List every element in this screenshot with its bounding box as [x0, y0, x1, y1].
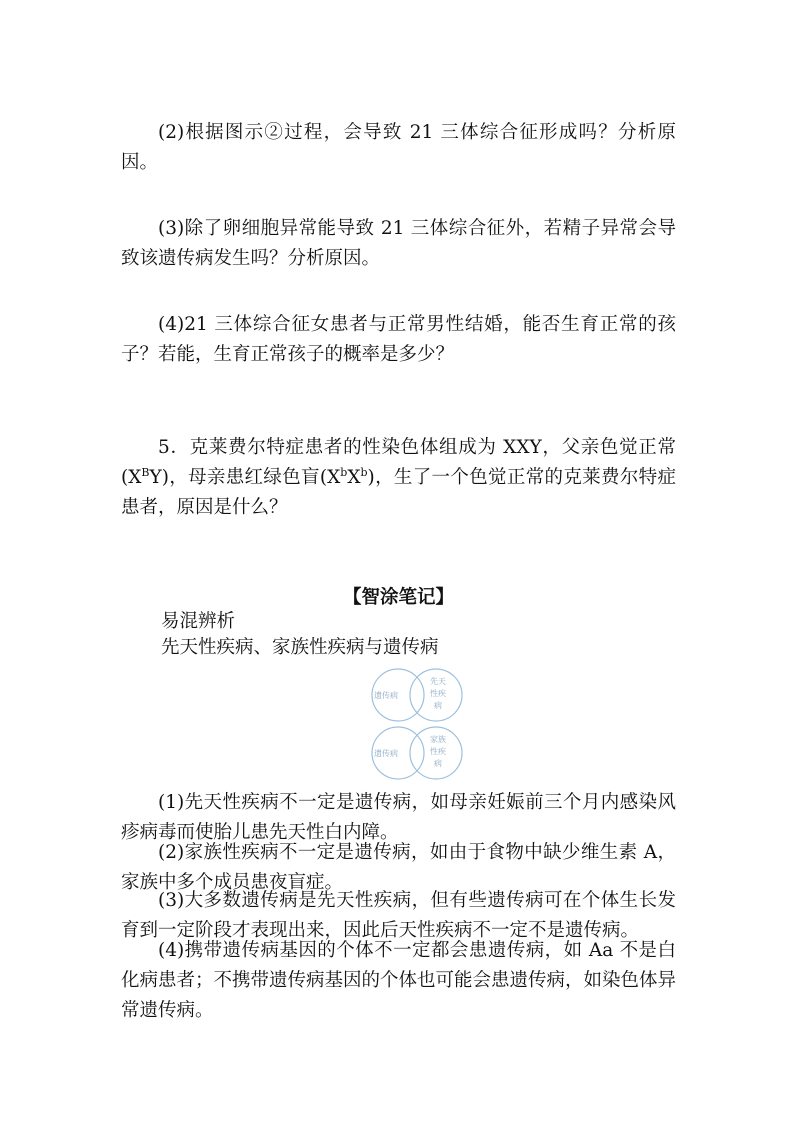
venn-label-congenital-3: 病 [434, 701, 442, 710]
question-5-sup-c: b [360, 465, 368, 479]
venn-diagram-congenital [368, 668, 468, 724]
note-paragraph-3: (3)大多数遗传病是先天性疾病，但有些遗传病可在个体生长发育到一定阶段才表现出来，因此后天性疾病不一定不是遗传病。 [121, 890, 676, 941]
note-paragraph-1: (1)先天性疾病不一定是遗传病，如母亲妊娠前三个月内感染风疹病毒而使胎儿患先天性白内障。 [121, 792, 676, 843]
venn-label-familial-1: 家族 [430, 735, 446, 744]
question-5-text-a: 5．克莱费尔特症患者的性染色体组成为 XXY，父亲色觉正常(X [121, 437, 676, 488]
note-paragraph-4: (4)携带遗传病基因的个体不一定都会患遗传病，如 Aa 不是白化病患者；不携带遗传病基因的个体也可能会患遗传病，如染色体异常遗传病。 [121, 940, 677, 1021]
venn-label-genetic: 遗传病 [374, 691, 398, 700]
notes-subheading-confusion: 易混辨析 [161, 611, 236, 632]
question-4: (4)21 三体综合征女患者与正常男性结婚，能否生育正常的孩子？若能，生育正常孩子的概率是多少？ [121, 314, 676, 365]
question-5 [121, 433, 676, 523]
question-5-text-d: )，生了一个色觉正常的克莱费尔特症患者，原因是什么？ [121, 467, 676, 518]
question-5-sup-b: b [340, 465, 348, 479]
venn-label-genetic-2: 遗传病 [374, 749, 398, 758]
venn-label-familial-3: 病 [434, 759, 442, 768]
note-paragraph-2: (2)家族性疾病不一定是遗传病，如由于食物中缺少维生素 A，家族中多个成员患夜盲症。 [121, 842, 676, 893]
question-3: (3)除了卵细胞异常能导致 21 三体综合征外，若精子异常会导致该遗传病发生吗？分析原因。 [121, 218, 676, 269]
question-5-text-b: Y)，母亲患红绿色盲(X [149, 467, 341, 488]
venn-label-familial-2: 性疾 [430, 747, 446, 756]
question-5-text-c: X [347, 467, 361, 488]
venn-label-congenital-1: 先天 [430, 677, 446, 686]
question-5-sup-a: B [141, 465, 150, 479]
question-2: (2)根据图示②过程，会导致 21 三体综合征形成吗？分析原因。 [121, 122, 676, 173]
venn-label-congenital-2: 性疾 [430, 689, 446, 698]
venn-diagram-familial [368, 726, 468, 782]
notes-heading: 【智涂笔记】 [342, 587, 454, 608]
notes-subheading-topic: 先天性疾病、家族性疾病与遗传病 [161, 637, 439, 658]
